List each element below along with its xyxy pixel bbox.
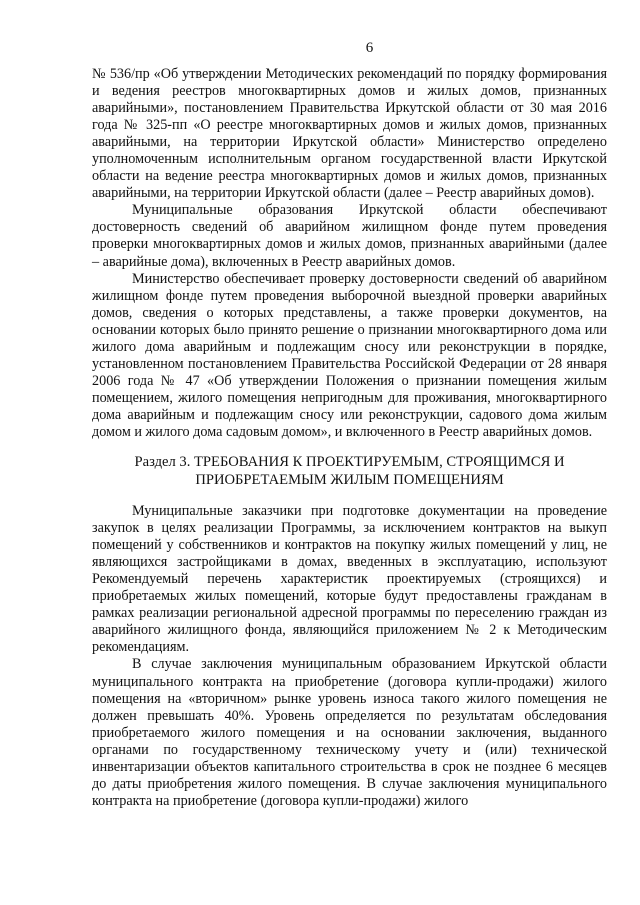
section-heading: [92, 453, 607, 489]
paragraph-municipal-customers: Муниципальные заказчики при подготовке документации на проведение закупок в целях реализации Программы, за исключением контрактов на выкуп помещений у собственников и контрактов на покупку жилых помещений у лиц, не являющихся застройщиками в домах, введенных в эксплуатацию, используют Рекомендуемый перечень характеристик проектируемых (строящихся) и приобретаемых жилых помещений, которые будут предоставлены гражданам в рамках реализации региональной адресной программы по переселению граждан из аварийного жилищного фонда, являющийся приложением № 2 к Методическим рекомендациям.: [92, 503, 607, 656]
paragraph-registry-intro: № 536/пр «Об утверждении Методических рекомендаций по порядку формирования и ведения реестров многоквартирных домов и жилых домов, признанных аварийными», постановлением Правительства Иркутской области от 30 мая 2016 года № 325-пп «О реестре многоквартирных домов и жилых домов, признанных аварийными, на территории Иркутской области» Министерство определено уполномоченным исполнительным органом государственной власти Иркутской области на ведение реестра многоквартирных домов и жилых домов, признанных аварийными, на территории Иркутской области (далее – Реестр аварийных домов).: [92, 66, 607, 202]
section-heading-line-1: Раздел 3. ТРЕБОВАНИЯ К ПРОЕКТИРУЕМЫМ, СТРОЯЩИМСЯ И: [134, 454, 565, 471]
page-number: 6: [365, 40, 374, 56]
paragraph-secondary-market: В случае заключения муниципальным образованием Иркутской области муниципального контракта на приобретение (договора купли-продажи) жилого помещения на «вторичном» рынке уровень износа такого жилого помещения не должен превышать 40%. Уровень определяется по результатам обследования приобретаемого жилого помещения и на основании заключения, выданного органами по государственному техническому учету и (или) технической инвентаризации объектов капитального строительства в срок не позднее 6 месяцев до даты приобретения жилого помещения. В случае заключения муниципального контракта на приобретение (договора купли-продажи) жилого: [92, 656, 607, 809]
section-heading-line-2: ПРИОБРЕТАЕМЫМ ЖИЛЫМ ПОМЕЩЕНИЯМ: [195, 472, 504, 489]
paragraph-ministry-verification: Министерство обеспечивает проверку достоверности сведений об аварийном жилищном фонде путем проведения выборочной выездной проверки аварийных домов, сведения о которых представлены, а также проверки документов, на основании которых было принято решение о признании многоквартирного дома или жилого дома аварийным и подлежащим сносу или реконструкции в порядке, установленном постановлением Правительства Российской Федерации от 28 января 2006 года № 47 «Об утверждении Положения о признании помещения жилым помещением, жилого помещения непригодным для проживания, многоквартирного дома аварийным и подлежащим сносу или реконструкции, садового дома жилым домом и жилого дома садовым домом», и включенного в Реестр аварийных домов.: [92, 270, 607, 440]
document-page: [92, 38, 607, 810]
paragraph-municipal-obligations: Муниципальные образования Иркутской области обеспечивают достоверность сведений об аварийном жилищном фонде путем проведения проверки многоквартирных домов и жилых домов, признанных аварийными (далее – аварийные дома), включенных в Реестр аварийных домов.: [92, 202, 607, 270]
